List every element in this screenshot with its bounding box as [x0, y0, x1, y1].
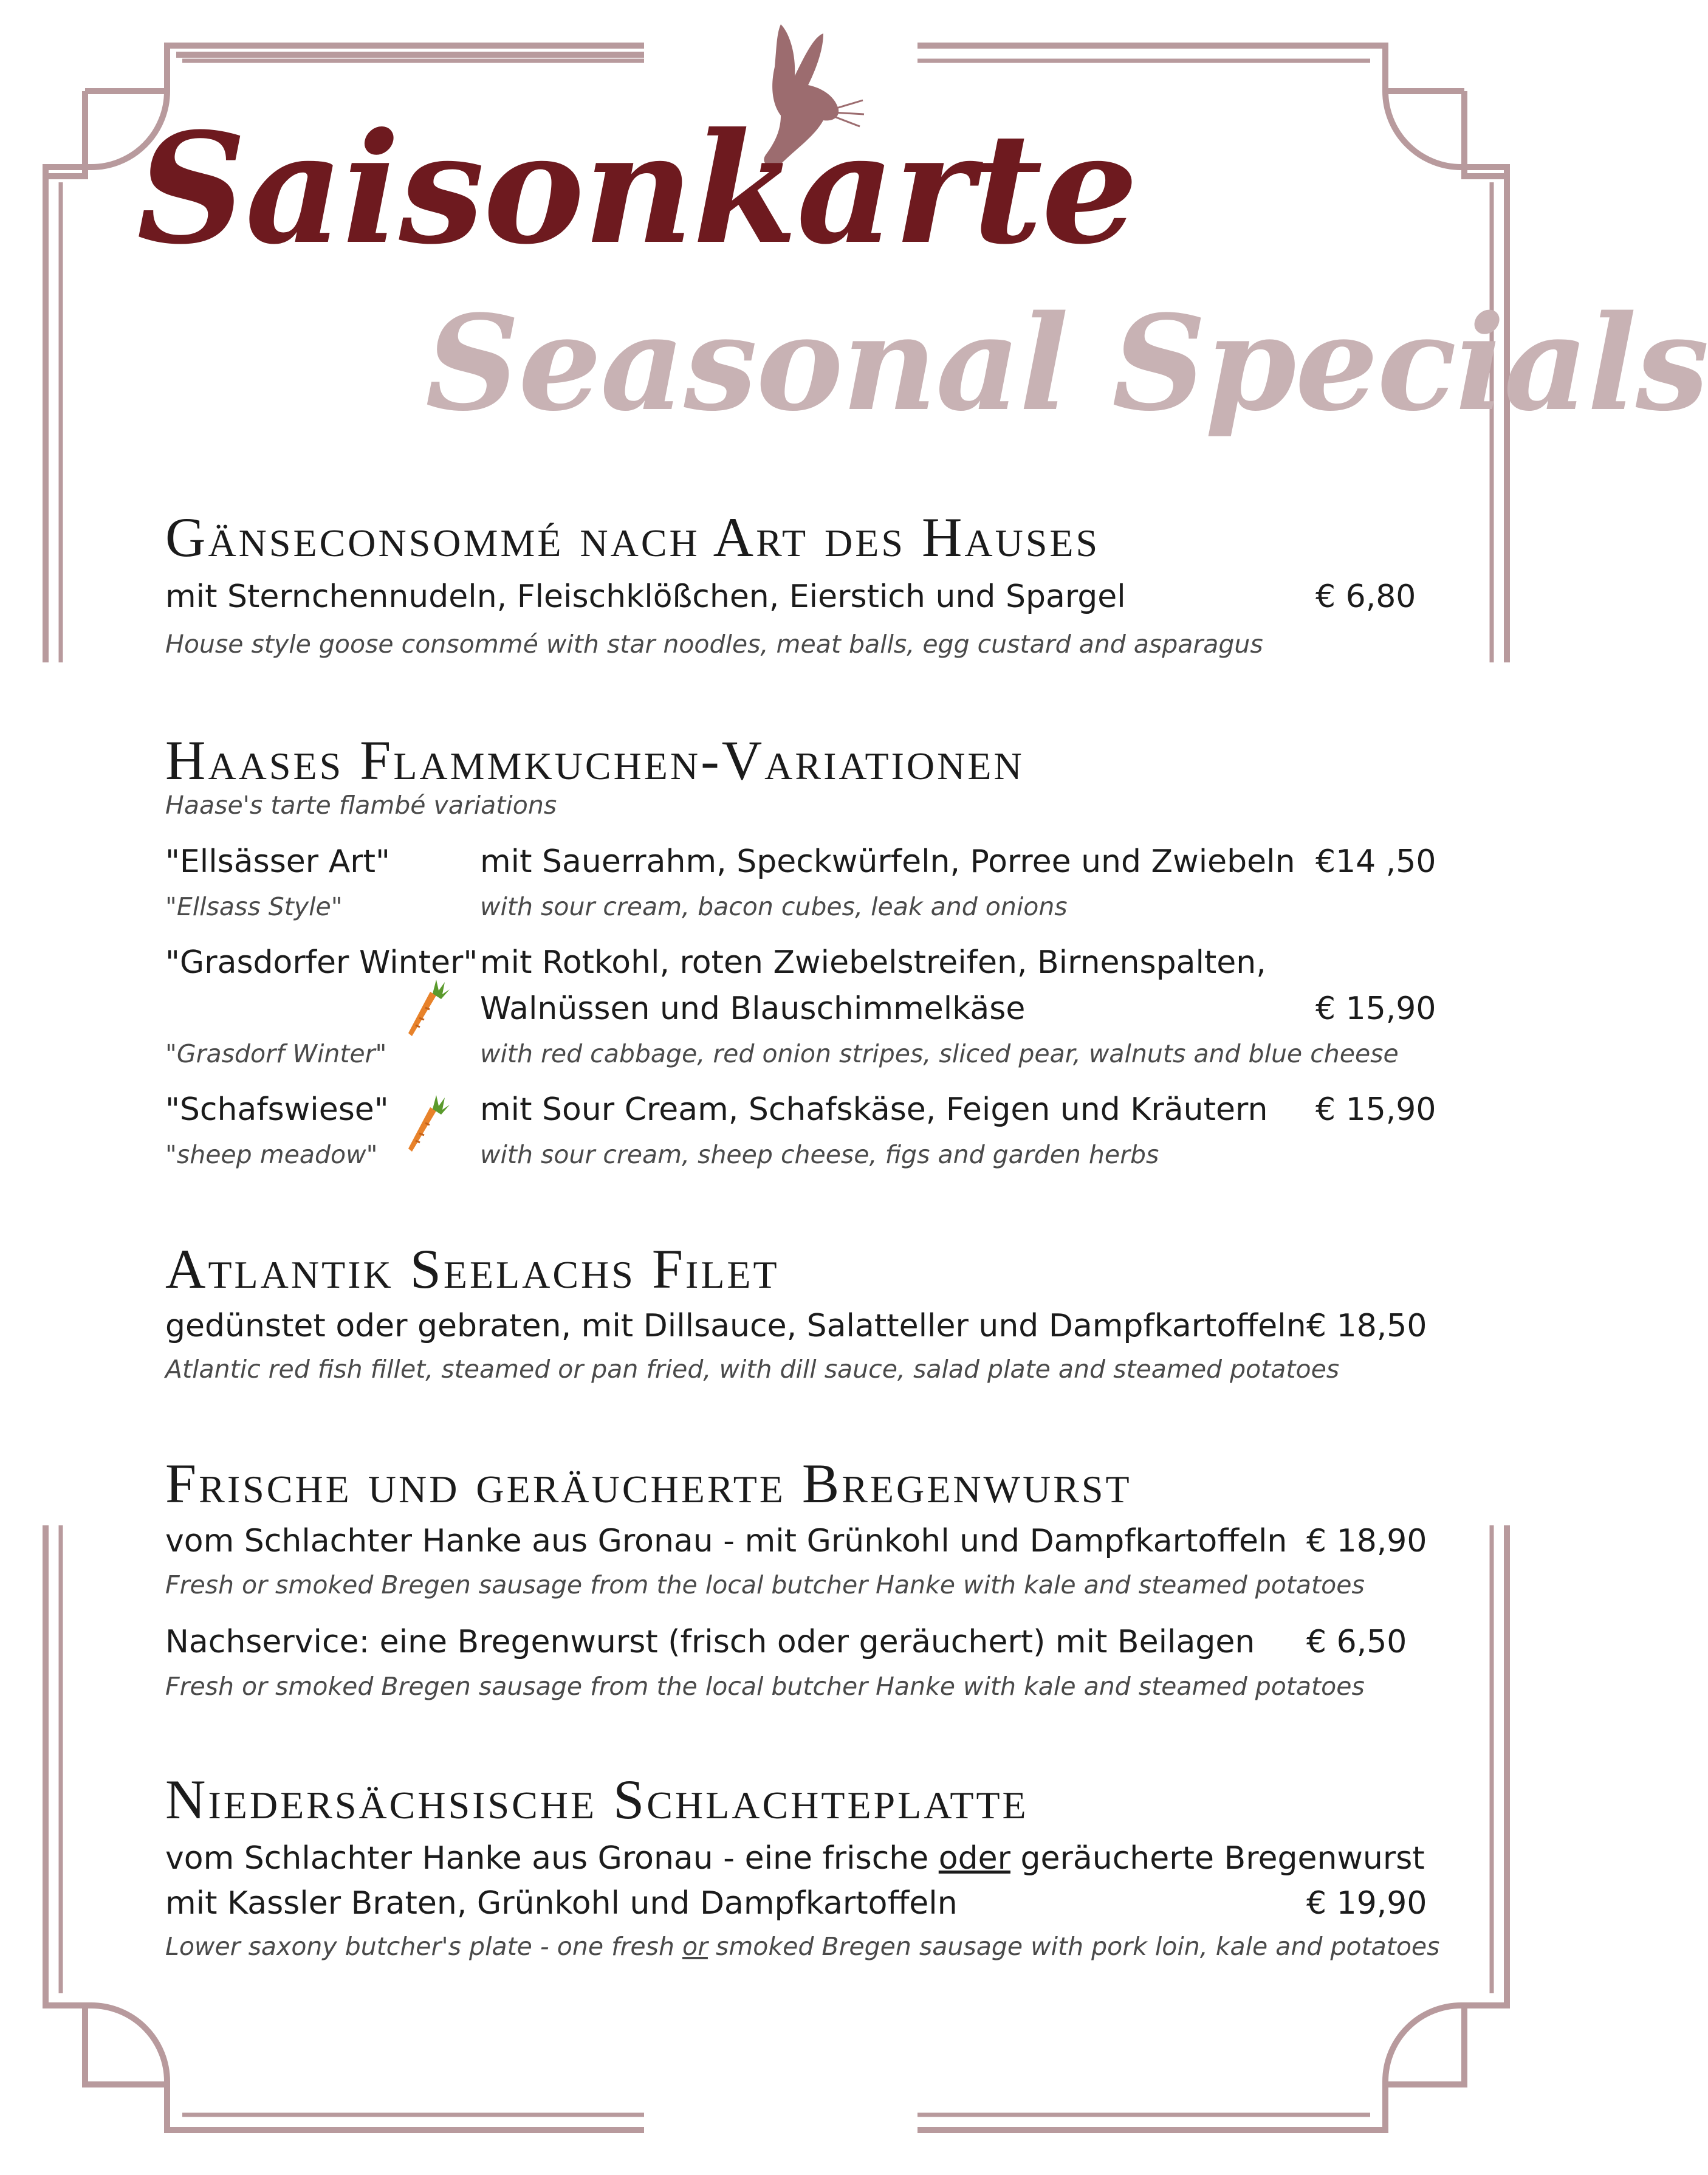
- flammkuchen-3-name-en: "sheep meadow": [165, 1140, 378, 1169]
- schlachteplatte-desc-de-1c: geräucherte Bregenwurst: [1010, 1840, 1425, 1877]
- flammkuchen-3-desc-en: with sour cream, sheep cheese, figs and garden herbs: [480, 1140, 1159, 1169]
- consomme-desc-de: mit Sternchennudeln, Fleischklößchen, Eierstich und Spargel: [165, 579, 1126, 615]
- flammkuchen-1-desc-de: mit Sauerrahm, Speckwürfeln, Porree und Zwiebeln: [480, 844, 1295, 880]
- flammkuchen-1-desc-en: with sour cream, bacon cubes, leak and onions: [480, 892, 1068, 921]
- section-title-seelachs: Atlantik Seelachs Filet: [165, 1238, 780, 1300]
- carrot-icon: [401, 1094, 450, 1155]
- section-title-flammkuchen: Haases Flammkuchen-Variationen: [165, 729, 1024, 791]
- section-title-schlachteplatte: Niedersächsische Schlachteplatte: [165, 1768, 1029, 1830]
- flammkuchen-3-desc-de: mit Sour Cream, Schafskäse, Feigen und Kräutern: [480, 1091, 1268, 1128]
- bregenwurst-2-desc-de: Nachservice: eine Bregenwurst (frisch oder geräuchert) mit Beilagen: [165, 1624, 1255, 1660]
- schlachteplatte-desc-de-2: mit Kassler Braten, Grünkohl und Dampfkartoffeln: [165, 1885, 958, 1922]
- bregenwurst-1-desc-de: vom Schlachter Hanke aus Gronau - mit Grünkohl und Dampfkartoffeln: [165, 1523, 1288, 1559]
- schlachteplatte-desc-en-a: Lower saxony butcher's plate - one fresh: [165, 1932, 682, 1961]
- flammkuchen-1-name-en: "Ellsass Style": [165, 892, 343, 921]
- schlachteplatte-price: € 19,90: [1306, 1885, 1427, 1922]
- flammkuchen-2-name-en: "Grasdorf Winter": [165, 1039, 387, 1068]
- schlachteplatte-desc-de-1: [165, 1840, 1425, 1877]
- schlachteplatte-desc-de-1a: vom Schlachter Hanke aus Gronau - eine frische: [165, 1840, 939, 1877]
- schlachteplatte-desc-en-b: or: [682, 1932, 708, 1961]
- consomme-price: € 6,80: [1315, 579, 1416, 615]
- flammkuchen-2-desc-en: with red cabbage, red onion stripes, sliced pear, walnuts and blue cheese: [480, 1039, 1399, 1068]
- bregenwurst-2-price: € 6,50: [1306, 1624, 1407, 1660]
- schlachteplatte-desc-en-c: smoked Bregen sausage with pork loin, kale and potatoes: [707, 1932, 1440, 1961]
- schlachteplatte-desc-de-1b: oder: [938, 1840, 1010, 1877]
- flammkuchen-2-desc-de-1: mit Rotkohl, roten Zwiebelstreifen, Birnenspalten,: [480, 944, 1266, 981]
- bregenwurst-1-desc-en: Fresh or smoked Bregen sausage from the local butcher Hanke with kale and steamed potatoes: [165, 1570, 1365, 1599]
- schlachteplatte-desc-en: [165, 1934, 1440, 1959]
- flammkuchen-3-price: € 15,90: [1315, 1091, 1436, 1128]
- flammkuchen-2-price: € 15,90: [1315, 991, 1436, 1027]
- seelachs-desc-en: Atlantic red fish fillet, steamed or pan fried, with dill sauce, salad plate and steamed potatoes: [165, 1355, 1340, 1384]
- flammkuchen-1-name-de: "Ellsässer Art": [165, 844, 390, 880]
- flammkuchen-1-price: €14 ,50: [1315, 844, 1436, 880]
- title-saisonkarte: Saisonkarte: [137, 99, 1137, 278]
- carrot-icon: [401, 978, 450, 1039]
- title-seasonal-specials: Seasonal Specials: [425, 286, 1708, 440]
- flammkuchen-3-name-de: "Schafswiese": [165, 1091, 389, 1128]
- flammkuchen-subtitle-en: Haase's tarte flambé variations: [165, 791, 557, 820]
- flammkuchen-2-name-de: "Grasdorfer Winter": [165, 944, 478, 981]
- section-title-consomme: Gänseconsommé nach Art des Hauses: [165, 506, 1100, 568]
- bregenwurst-2-desc-en: Fresh or smoked Bregen sausage from the local butcher Hanke with kale and steamed potatoes: [165, 1672, 1365, 1701]
- seelachs-desc-de: gedünstet oder gebraten, mit Dillsauce, Salatteller und Dampfkartoffeln: [165, 1308, 1306, 1344]
- bregenwurst-1-price: € 18,90: [1306, 1523, 1427, 1559]
- section-title-bregenwurst: Frische und geräucherte Bregenwurst: [165, 1452, 1132, 1514]
- flammkuchen-2-desc-de-2: Walnüssen und Blauschimmelkäse: [480, 991, 1026, 1027]
- consomme-desc-en: House style goose consommé with star noodles, meat balls, egg custard and asparagus: [165, 630, 1263, 659]
- seelachs-price: € 18,50: [1306, 1308, 1427, 1344]
